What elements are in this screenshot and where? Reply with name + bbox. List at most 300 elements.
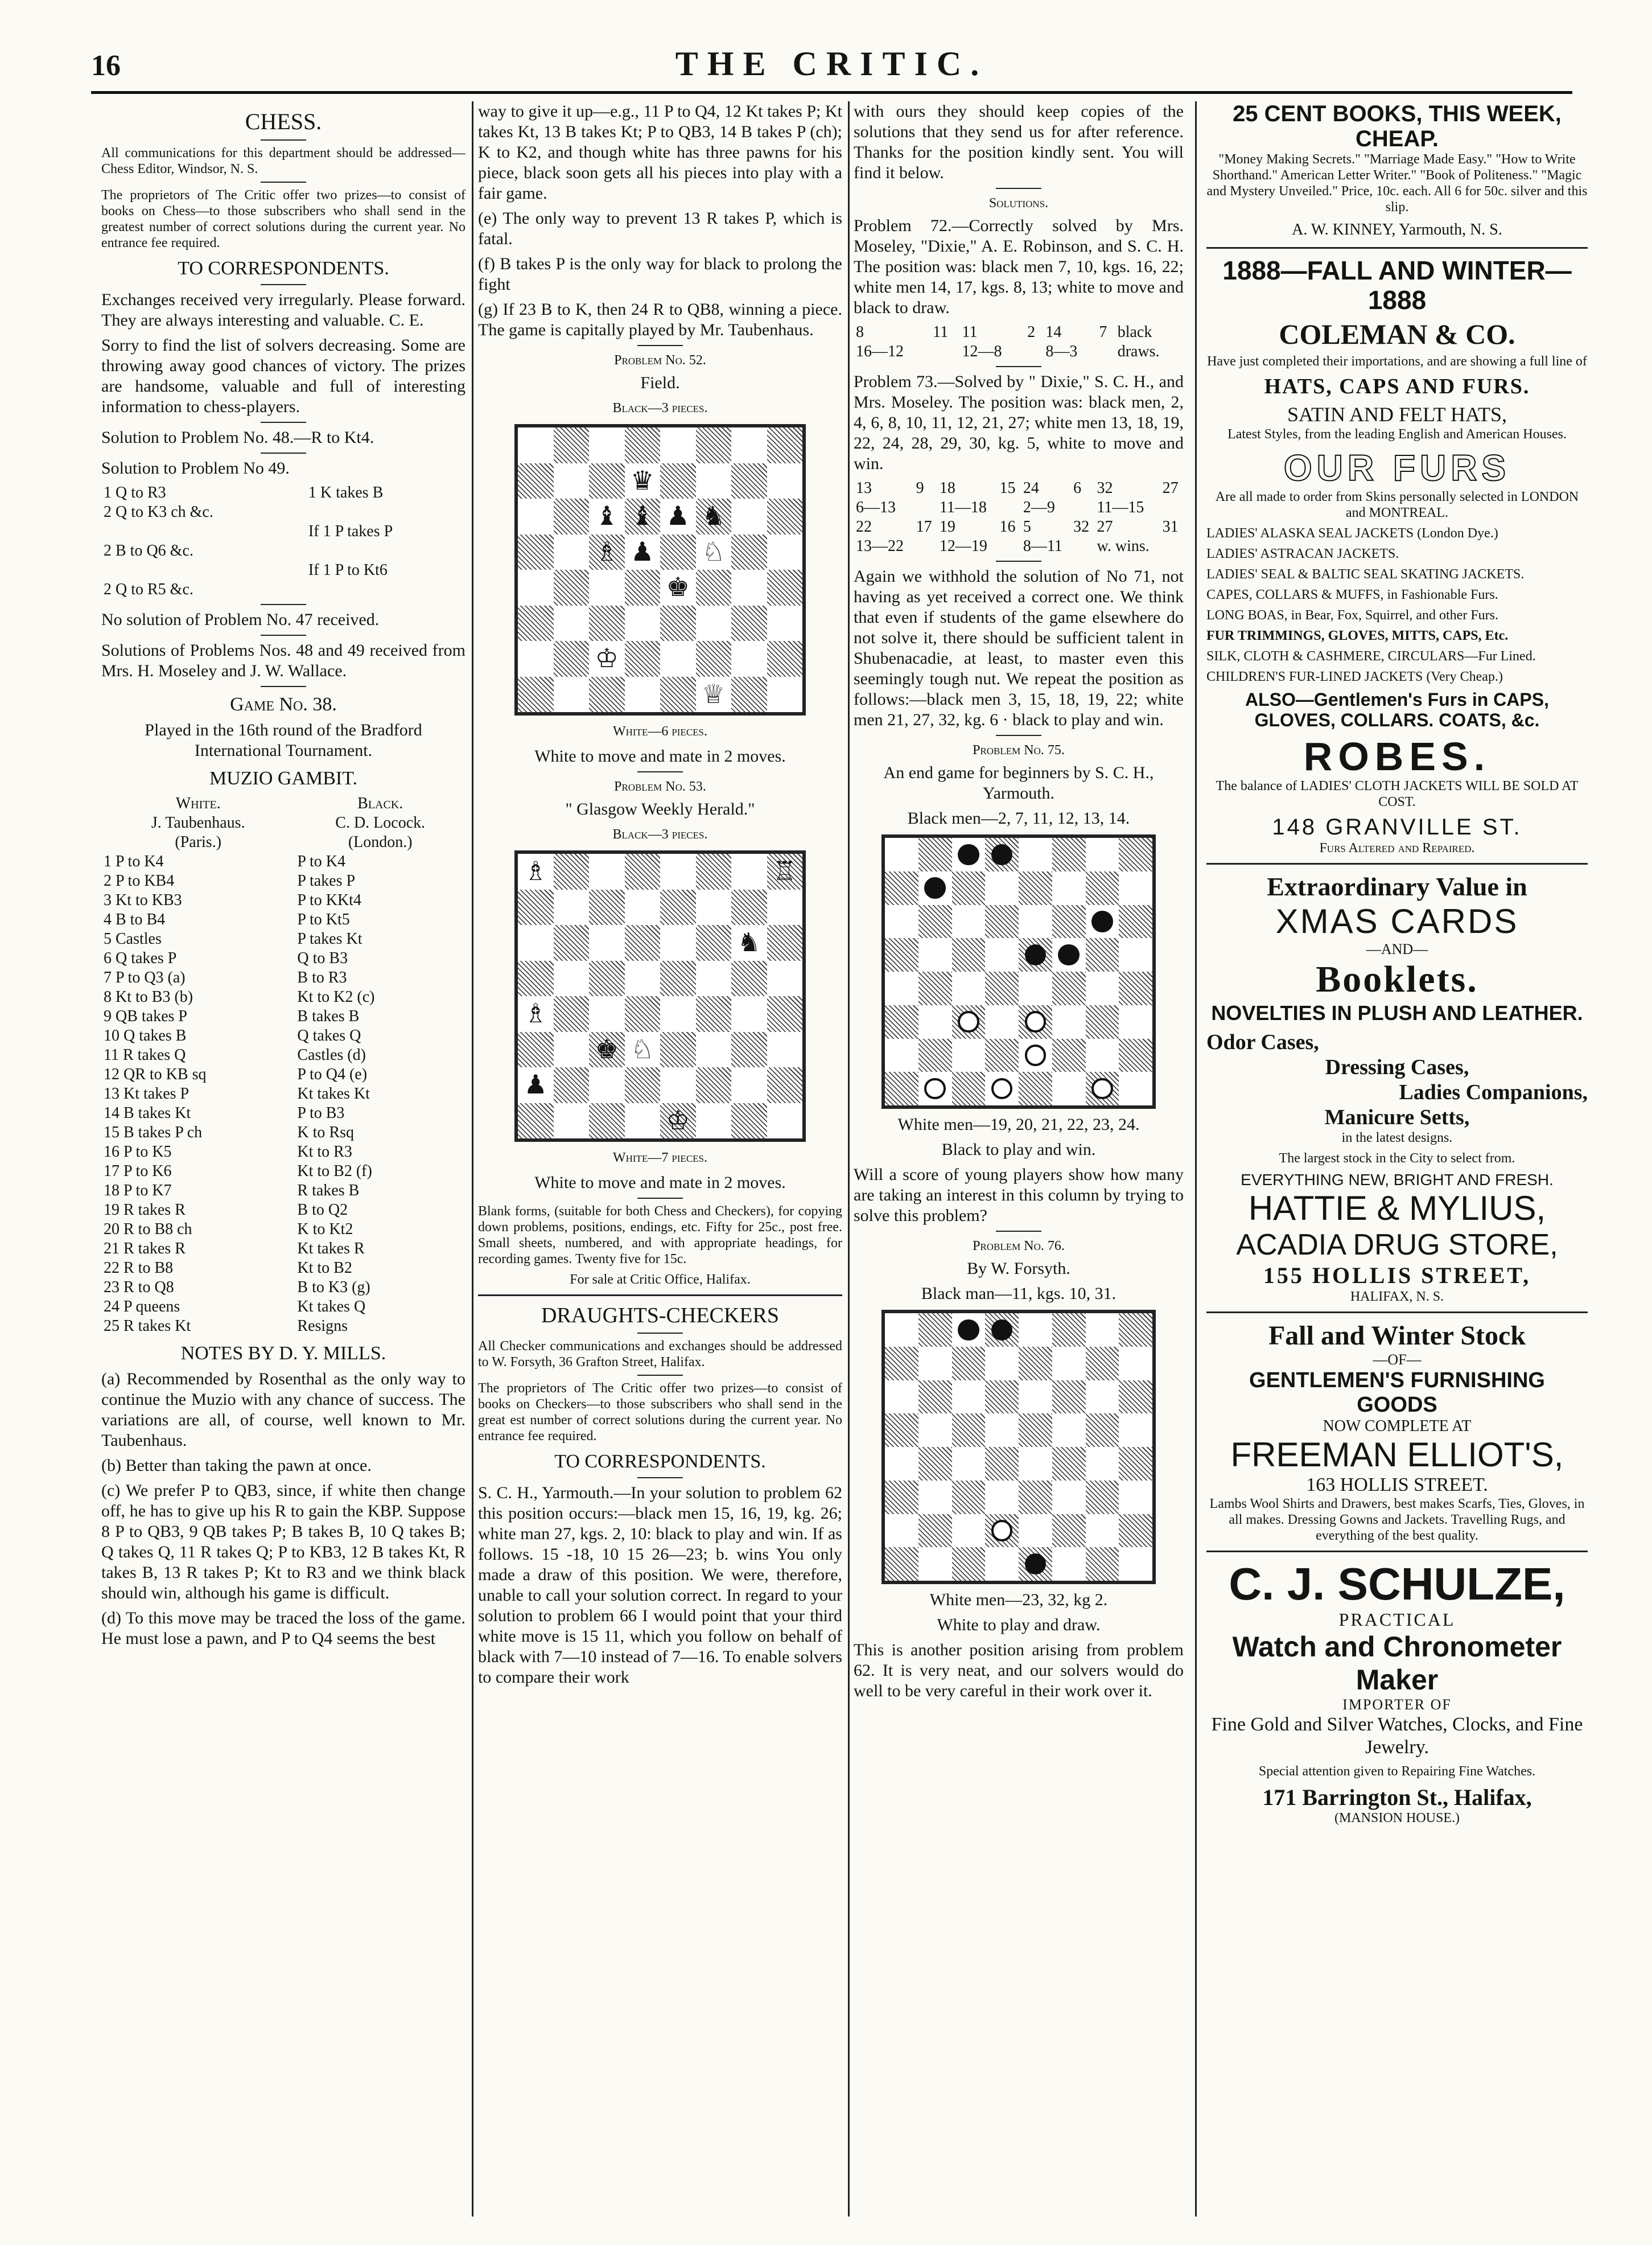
checkers-board-75 (881, 834, 1156, 1109)
black-bishop-icon: ♝ (631, 501, 654, 531)
white-checker-piece (1025, 1011, 1047, 1033)
board-square (696, 606, 732, 642)
fur-item: CAPES, COLLARS & MUFFS, in Fashionable Furs. (1206, 587, 1498, 602)
books-ad-heading: 25 CENT BOOKS, THIS WEEK, CHEAP. (1233, 101, 1562, 151)
board-square (918, 1005, 952, 1039)
move-row: 2 P to KB4 P takes P (104, 872, 356, 890)
note-d-continued: way to give it up—e.g., 11 P to Q4, 12 Kt takes P; Kt takes Kt, 13 B takes Kt; P to QB3, 14 B takes P (ch); K to K2, and though white has three pawns for his piece, black soon gets all his pieces into play with a fair game. (478, 102, 842, 203)
sch-reply: S. C. H., Yarmouth.—In your solution to problem 62 this position occurs:—black men 15, 16, 19, kg. 26; white man 27, kgs. 2, 10: black to play and win. If as follows. 15 -18, 10 15 26—23; b. wins You only made a draw of this position. We were, therefore, unable to call your solution correct. In regard to your solution to problem 66 I would point that your third white move is 15 11, which you follow on behalf of black with 7—10 instead of 7—16. To enable solvers to compare their work (478, 1483, 842, 1687)
board-square (1019, 972, 1052, 1005)
board-square (554, 427, 590, 463)
board-square (518, 854, 554, 890)
problem-53-task: White to move and mate in 2 moves. (534, 1173, 786, 1192)
board-square (1119, 1313, 1152, 1347)
board-square (1052, 1347, 1086, 1380)
fur-item: SILK, CLOTH & CASHMERE, CIRCULARS—Fur Lined. (1206, 649, 1536, 664)
black-knight-icon: ♞ (702, 501, 726, 531)
board-square (885, 871, 918, 905)
note-g: (g) If 23 B to K, then 24 R to QB8, winning a piece. The game is capitally played by Mr. Taubenhaus. (478, 300, 842, 339)
board-square (1052, 1380, 1086, 1414)
board-square (1019, 938, 1052, 972)
board-square (1086, 1447, 1119, 1481)
problem-52-title: Problem No. 52. (614, 353, 706, 368)
and-line: —AND— (1366, 941, 1428, 957)
of-line: —OF— (1373, 1351, 1422, 1368)
board-square (1019, 1481, 1052, 1514)
problem-71-note: Again we withhold the solution of No 71, not having as yet received a correct one. We think that even if students of the game elsewhere do not solve it, there should be sufficient talent in Shubenacadie, at least, to master even this seemingly tough nut. We repeat the position as follows:—black men 3, 15, 18, 19, 22; white men 21, 27, 32, kg. 6 · black to play and win. (854, 567, 1184, 729)
board-square (952, 1514, 986, 1548)
board-square (767, 641, 803, 677)
fur-item: FUR TRIMMINGS, GLOVES, MITTS, CAPS, Etc. (1206, 628, 1509, 643)
board-square (1086, 1514, 1119, 1548)
extra-heading: Extraordinary Value in (1267, 872, 1527, 901)
board-square (952, 938, 986, 972)
board-square (660, 570, 696, 606)
board-square (1019, 1039, 1052, 1072)
acadia-name: ACADIA DRUG STORE, (1236, 1228, 1558, 1261)
board-square (1086, 1347, 1119, 1380)
note-d: (d) To this move may be traced the loss of the game. He must lose a pawn, and P to Q4 seems the best (101, 1609, 465, 1648)
board-square (885, 1313, 918, 1347)
board-square (518, 499, 554, 534)
board-square (918, 1413, 952, 1447)
board-square (589, 890, 625, 926)
board-square (1086, 1313, 1119, 1347)
booklets-heading: Booklets. (1316, 959, 1478, 1000)
problem-76-white: White men—23, 32, kg 2. (929, 1590, 1108, 1609)
move-row: 23 R to Q8 B to K3 (g) (104, 1278, 370, 1296)
board-square (985, 1413, 1019, 1447)
solution-49-table: 1 Q to R3 1 K takes B 2 Q to K3 ch &c. If 1 P takes P 2 B to Q6 &c. If 1 P to Kt6 2 Q to R5 &c. (104, 484, 393, 598)
board-square (554, 890, 590, 926)
board-square (625, 854, 661, 890)
board-square (696, 677, 732, 713)
board-square (1119, 1514, 1152, 1548)
board-square (1119, 1413, 1152, 1447)
board-square (1052, 1005, 1086, 1039)
board-square (518, 534, 554, 570)
board-square (767, 499, 803, 534)
note-c: (c) We prefer P to QB3, since, if white then change off, he has to give up his R to gain the KBP. Suppose 8 P to QB3, 9 QB takes P; B takes B, 10 Q takes B; Q takes Q, 11 R takes Q; P to KB3, 12 B takes Kt, R takes B, 13 R takes P; Kt to R3 and we think black should win, although his game is difficult. (101, 1481, 465, 1602)
board-square (625, 463, 661, 499)
problem-75-white: White men—19, 20, 21, 22, 23, 24. (897, 1115, 1140, 1134)
black-checker-piece (958, 844, 979, 866)
board-square (518, 1032, 554, 1068)
board-square (1086, 1481, 1119, 1514)
header-rule (91, 91, 1572, 94)
board-square (518, 427, 554, 463)
board-square (589, 499, 625, 534)
chess-title: CHESS. (245, 109, 322, 134)
board-square (918, 905, 952, 939)
board-square (952, 1072, 986, 1105)
board-square (625, 427, 661, 463)
notes-heading: NOTES BY D. Y. MILLS. (180, 1343, 386, 1364)
problem-52-task: White to move and mate in 2 moves. (534, 747, 786, 766)
board-square (1119, 905, 1152, 939)
board-square (767, 996, 803, 1032)
white-checker-piece (924, 1078, 946, 1100)
move-row: 25 R takes Kt Resigns (104, 1317, 348, 1335)
board-square (554, 925, 590, 961)
problem-76-title: Problem No. 76. (973, 1239, 1065, 1253)
column-checkers (854, 101, 1184, 2222)
note-f: (f) B takes P is the only way for black to prolong the fight (478, 254, 842, 294)
board-square (589, 925, 625, 961)
page-header (91, 44, 1572, 90)
score-request: Will a score of young players show how many are taking an interest in this column by trying to solve this problem? (854, 1165, 1184, 1225)
board-square (696, 499, 732, 534)
board-square (952, 905, 986, 939)
board-square (985, 1005, 1019, 1039)
board-square (985, 871, 1019, 905)
board-square (660, 925, 696, 961)
board-square (1086, 905, 1119, 939)
board-square (767, 463, 803, 499)
board-square (696, 534, 732, 570)
board-square (518, 961, 554, 997)
our-furs-text: Are all made to order from Skins personally selected in LONDON and MONTREAL. (1215, 490, 1579, 520)
board-square (554, 534, 590, 570)
black-pawn-icon: ♟ (631, 537, 654, 566)
board-square (696, 925, 732, 961)
fine-gold: Fine Gold and Silver Watches, Clocks, and Fine Jewelry. (1211, 1714, 1583, 1758)
black-checker-piece (991, 1319, 1013, 1341)
problem-73: Problem 73.—Solved by " Dixie," S. C. H., and Mrs. Moseley. The position was: black men, 2, 4, 6, 8, 10, 11, 12, 21, 27; white men 13, 18, 19, 22, 24, 28, 29, 30, kg. 5, white to move and win. (854, 372, 1184, 473)
draughts-communications: All Checker communications and exchanges should be addressed to W. Forsyth, 36 Grafton Street, Halifax. (478, 1339, 842, 1370)
board-square (554, 1067, 590, 1103)
board-square (767, 570, 803, 606)
problem-75-task: Black to play and win. (941, 1140, 1096, 1159)
board-square (731, 570, 767, 606)
move-row: 4 B to B4 P to Kt5 (104, 911, 350, 928)
note-a: (a) Recommended by Rosenthal as the only way to continue the Muzio with any chance of success. The variations are all, of course, well known to Mr. Taubenhaus. (101, 1370, 465, 1450)
board-square (589, 961, 625, 997)
latest-designs: in the latest designs. (1341, 1130, 1453, 1145)
board-square (554, 499, 590, 534)
board-square (885, 838, 918, 871)
board-square (767, 925, 803, 961)
column-problems (478, 101, 842, 2222)
solution-row: 16—12 12—8 8—3 draws. (856, 343, 1160, 360)
column-rule (472, 101, 473, 2217)
board-square (518, 570, 554, 606)
black-checker-piece (1025, 944, 1047, 966)
board-square (589, 534, 625, 570)
solution-49-heading: Solution to Problem No 49. (101, 459, 290, 478)
board-square (660, 1067, 696, 1103)
column-advertisements (1206, 101, 1588, 2222)
board-square (731, 677, 767, 713)
for-sale-note: For sale at Critic Office, Halifax. (570, 1272, 751, 1287)
problem-52-white: White—6 pieces. (612, 724, 708, 739)
board-square (918, 1039, 952, 1072)
game-played: Played in the 16th round of the Bradford International Tournament. (145, 721, 422, 760)
coleman-name: COLEMAN & CO. (1279, 318, 1515, 350)
board-square (589, 1103, 625, 1139)
board-square (660, 641, 696, 677)
board-square (985, 1347, 1019, 1380)
board-square (625, 961, 661, 997)
checkers-board-76 (881, 1310, 1156, 1584)
importer-line: IMPORTER OF (1342, 1696, 1452, 1713)
board-square (1019, 838, 1052, 871)
board-square (918, 938, 952, 972)
fur-item: CHILDREN'S FUR-LINED JACKETS (Very Cheap.) (1206, 669, 1503, 684)
board-square (589, 427, 625, 463)
board-square (731, 961, 767, 997)
board-square (1019, 1005, 1052, 1039)
board-square (1019, 1347, 1052, 1380)
problem-52-source: Field. (640, 373, 680, 392)
board-square (1052, 1514, 1086, 1548)
board-square (918, 1481, 952, 1514)
hollis-address: 155 HOLLIS STREET, (1263, 1263, 1531, 1288)
board-square (952, 1313, 986, 1347)
move-row: 12 QR to KB sq P to Q4 (e) (104, 1066, 368, 1083)
fur-item: LADIES' SEAL & BALTIC SEAL SKATING JACKETS. (1206, 567, 1525, 582)
board-square (589, 1032, 625, 1068)
board-square (554, 1103, 590, 1139)
board-square (952, 1380, 986, 1414)
board-square (1052, 1072, 1086, 1105)
board-square (696, 996, 732, 1032)
board-square (985, 1547, 1019, 1581)
problem-52-black: Black—3 pieces. (612, 401, 708, 416)
white-checker-piece (991, 1520, 1013, 1541)
board-square (952, 1447, 986, 1481)
satin-text: Latest Styles, from the leading English and American Houses. (1227, 427, 1567, 442)
game-moves-table: White. Black. J. Taubenhaus. C. D. Locock. (Paris.) (London.) 1 P to K4 P to K4 2 P to KB4 P takes P 3 Kt to KB3 P to KKt4 4 B to B4 P to Kt5 5 Castles P takes Kt 6 Q takes P Q to B3 7 P to Q3 (a) B to R3 8 Kt to B3 (b) Kt to K2 (c) 9 QB takes P B takes B 10 Q takes B Q takes Q 11 R takes Q Castles (d) 12 QR to KB sq P to Q4 (e) 13 Kt takes P Kt takes Kt 14 B takes Kt P to B3 15 B takes P ch K to Rsq 16 P to K5 Kt to R3 17 P to K6 Kt to B2 (f) 18 P to K7 R takes B 19 R takes R B to Q2 20 R to B8 ch K to Kt2 21 R takes R Kt takes R 22 R to B8 Kt to B2 23 R to Q8 B to K3 (g) 24 P queens Kt takes Q 25 R takes Kt Resigns (101, 794, 465, 1336)
board-square (1052, 1313, 1086, 1347)
white-checker-piece (1091, 1078, 1113, 1100)
board-square (985, 938, 1019, 972)
board-square (1086, 1005, 1119, 1039)
board-square (660, 961, 696, 997)
board-square (731, 499, 767, 534)
board-square (767, 1103, 803, 1139)
board-square (625, 606, 661, 642)
board-square (625, 1032, 661, 1068)
move-row: 21 R takes R Kt takes R (104, 1240, 365, 1257)
problem-53-white: White—7 pieces. (612, 1150, 708, 1165)
board-square (554, 1032, 590, 1068)
board-square (731, 641, 767, 677)
white-bishop-icon: ♗ (524, 857, 547, 886)
move-row: 11 R takes Q Castles (d) (104, 1046, 366, 1064)
board-square (1052, 905, 1086, 939)
largest-stock: The largest stock in the City to select from. (1279, 1151, 1515, 1166)
move-row: 6 Q takes P Q to B3 (104, 949, 348, 967)
white-rook-icon: ♖ (773, 857, 797, 886)
white-checker-piece (1025, 1045, 1047, 1066)
column-chess (101, 101, 465, 2222)
board-square (1086, 1072, 1119, 1105)
board-square (1119, 972, 1152, 1005)
problem-75-black: Black men—2, 7, 11, 12, 13, 14. (907, 809, 1130, 828)
board-square (952, 838, 986, 871)
board-square (625, 570, 661, 606)
halifax-line: HALIFAX, N. S. (1350, 1289, 1444, 1304)
now-complete: NOW COMPLETE AT (1323, 1417, 1472, 1435)
granville-text: Furs Altered and Repaired. (1319, 841, 1475, 856)
white-king-icon: ♔ (666, 1105, 690, 1135)
blank-forms-ad: Blank forms, (suitable for both Chess and Checkers), for copying down problems, positions, endings, etc. Fifty for 25c., post free. Small sheets, numbered, and with appropriate headings, for recording games. Twenty five for 15c. (478, 1204, 842, 1267)
black-bishop-icon: ♝ (595, 501, 619, 531)
board-square (918, 1447, 952, 1481)
board-square (625, 996, 661, 1032)
move-row: 17 P to K6 Kt to B2 (f) (104, 1162, 372, 1180)
solution-48: Solution to Problem No. 48.—R to Kt4. (101, 428, 374, 447)
game-heading: Game No. 38. (230, 694, 337, 715)
board-square (518, 463, 554, 499)
problem-53-source: " Glasgow Weekly Herald." (565, 800, 755, 819)
problem-73-moves (854, 479, 1184, 556)
board-square (625, 925, 661, 961)
board-square (885, 905, 918, 939)
white-checker-piece (991, 1078, 1013, 1100)
board-square (767, 1032, 803, 1068)
board-square (589, 677, 625, 713)
hollis-163: 163 HOLLIS STREET. (1306, 1474, 1488, 1495)
board-square (589, 641, 625, 677)
board-square (589, 463, 625, 499)
fall-winter-heading: 1888—FALL AND WINTER—1888 (1222, 256, 1572, 315)
white-knight-icon: ♘ (702, 537, 726, 566)
board-square (589, 606, 625, 642)
board-square (731, 890, 767, 926)
special-attention: Special attention given to Repairing Fine Watches. (1258, 1764, 1536, 1779)
board-square (918, 871, 952, 905)
sch-reply-continued: with ours they should keep copies of the solutions that they send us for after reference. Thanks for the position kindly sent. You will find it below. (854, 102, 1184, 182)
no-solution-47: No solution of Problem No. 47 received. (101, 610, 380, 629)
move-row: 15 B takes P ch K to Rsq (104, 1124, 354, 1141)
board-square (1119, 1347, 1152, 1380)
board-square (885, 1005, 918, 1039)
board-square (696, 890, 732, 926)
board-square (1119, 1039, 1152, 1072)
board-square (554, 641, 590, 677)
board-square (660, 890, 696, 926)
board-square (885, 1072, 918, 1105)
board-square (660, 1032, 696, 1068)
problem-72-moves (854, 323, 1184, 361)
black-king-icon: ♚ (595, 1034, 619, 1064)
board-square (731, 1103, 767, 1139)
move-row: 18 P to K7 R takes B (104, 1182, 360, 1199)
board-square (518, 1067, 554, 1103)
board-square (696, 961, 732, 997)
board-square (952, 972, 986, 1005)
board-square (518, 996, 554, 1032)
board-square (1086, 838, 1119, 871)
column-rule (848, 101, 850, 2217)
fur-item: LADIES' ALASKA SEAL JACKETS (London Dye.) (1206, 526, 1498, 541)
solution-row: 13 9 18 15 24 6 32 27 (856, 479, 1179, 497)
practical-line: PRACTICAL (1338, 1609, 1456, 1630)
satin-line: SATIN AND FELT HATS, (1287, 403, 1507, 426)
board-square (885, 1481, 918, 1514)
move-row: 22 R to B8 Kt to B2 (104, 1259, 352, 1277)
white-knight-icon: ♘ (631, 1034, 654, 1064)
black-checker-piece (1091, 911, 1113, 932)
hattie-name: HATTIE & MYLIUS, (1248, 1189, 1546, 1227)
freeman-name: FREEMAN ELLIOT'S, (1230, 1436, 1564, 1474)
board-square (1086, 1547, 1119, 1581)
board-square (985, 1072, 1019, 1105)
solution-row: 13—22 12—19 8—11 w. wins. (856, 537, 1150, 555)
board-square (1019, 1547, 1052, 1581)
board-square (660, 996, 696, 1032)
board-square (918, 1072, 952, 1105)
white-bishop-icon: ♗ (595, 537, 619, 566)
board-square (731, 534, 767, 570)
odor-list: Odor Cases, Dressing Cases, Ladies Companions, Manicure Setts, (1206, 1030, 1588, 1129)
board-square (952, 1481, 986, 1514)
black-king-icon: ♚ (666, 573, 690, 602)
problem-53-title: Problem No. 53. (614, 779, 706, 794)
board-square (625, 1067, 661, 1103)
board-square (1052, 1547, 1086, 1581)
move-row: 20 R to B8 ch K to Kt2 (104, 1220, 353, 1238)
board-square (1019, 1514, 1052, 1548)
board-square (696, 1103, 732, 1139)
books-ad-text: "Money Making Secrets." "Marriage Made Easy." "How to Write Shorthand." American Letter Writer." "Book of Politeness." "Magic and Mystery Unveiled." Price, 10c. each. All 6 for 50c. silver and this slip. (1206, 152, 1588, 215)
board-square (918, 1547, 952, 1581)
board-square (767, 961, 803, 997)
board-square (885, 938, 918, 972)
black-checker-piece (1058, 944, 1080, 966)
board-square (885, 1039, 918, 1072)
problem-75-title: Problem No. 75. (973, 743, 1065, 758)
board-square (660, 606, 696, 642)
board-square (518, 606, 554, 642)
board-square (952, 1547, 986, 1581)
board-square (1019, 1447, 1052, 1481)
kinney-address: A. W. KINNEY, Yarmouth, N. S. (1292, 221, 1502, 239)
board-square (696, 1032, 732, 1068)
board-square (625, 890, 661, 926)
board-square (885, 1347, 918, 1380)
board-square (731, 427, 767, 463)
board-square (518, 925, 554, 961)
black-checker-piece (958, 1319, 979, 1341)
board-square (660, 854, 696, 890)
board-square (767, 534, 803, 570)
board-square (660, 677, 696, 713)
note-b: (b) Better than taking the pawn at once. (101, 1456, 372, 1475)
board-square (1019, 1313, 1052, 1347)
board-square (1086, 938, 1119, 972)
watch-maker: Watch and Chronometer Maker (1232, 1631, 1562, 1696)
board-square (554, 677, 590, 713)
board-square (731, 854, 767, 890)
fall-winter-stock: Fall and Winter Stock (1268, 1321, 1526, 1351)
draughts-heading: DRAUGHTS-CHECKERS (541, 1304, 780, 1327)
move-row: 7 P to Q3 (a) B to R3 (104, 969, 347, 986)
board-square (731, 1067, 767, 1103)
masthead: THE CRITIC. (675, 45, 988, 83)
board-square (625, 1103, 661, 1139)
board-square (1019, 905, 1052, 939)
board-square (1119, 871, 1152, 905)
board-square (985, 972, 1019, 1005)
chess-prizes: The proprietors of The Critic offer two prizes—to consist of books on Chess—to those subscribers who shall send in the greatest number of correct solutions during the current year. No entrance fee required. (101, 188, 465, 250)
board-square (918, 1380, 952, 1414)
board-square (696, 854, 732, 890)
board-square (885, 972, 918, 1005)
move-row: 14 B takes Kt P to B3 (104, 1104, 345, 1122)
